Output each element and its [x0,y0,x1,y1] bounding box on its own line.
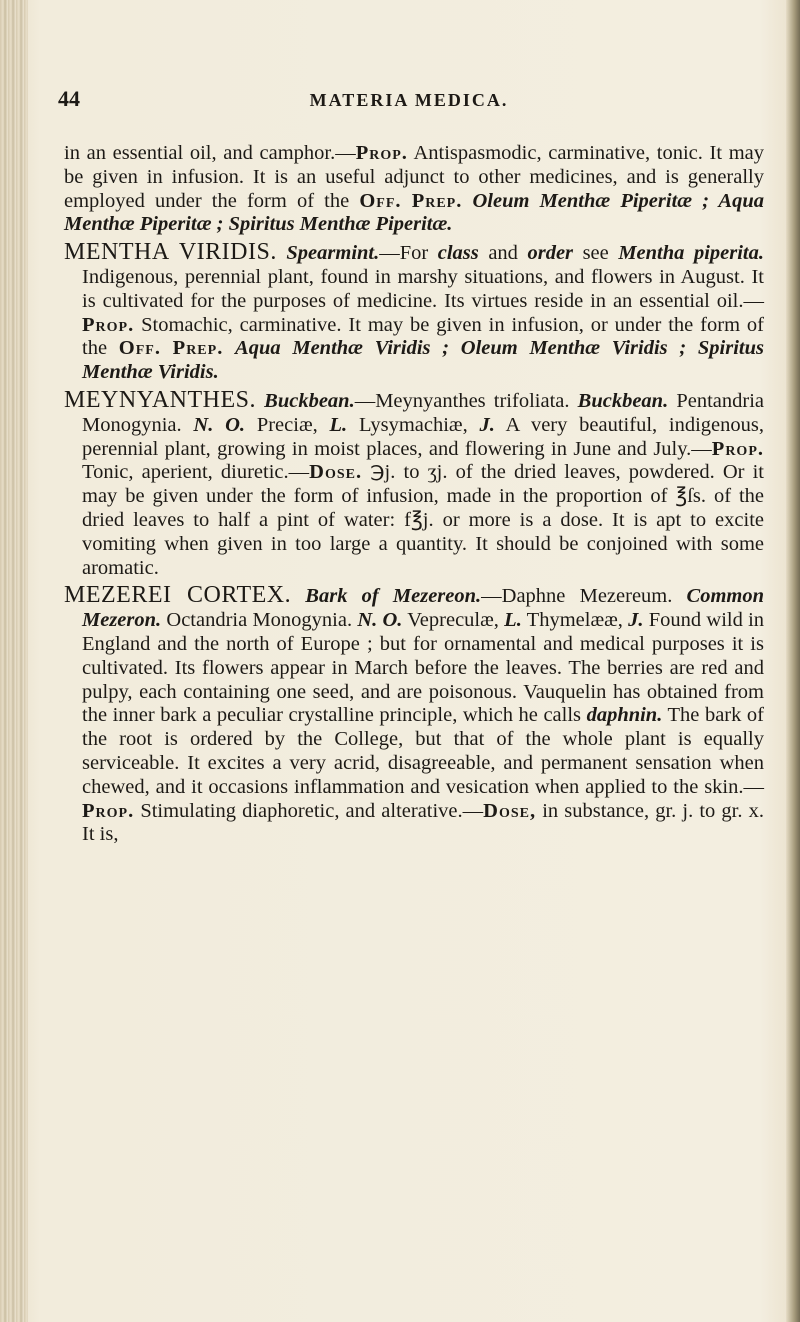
text-run: Thymelææ, [521,609,629,632]
prep-label: Prep. [172,337,224,360]
prop-label: Prop. [355,142,408,164]
italic-term: class [437,242,479,265]
text-run [256,390,264,412]
common-name-italic: Spearmint. [286,242,380,265]
entry-mentha-viridis [64,241,764,385]
paragraph-continuation [64,142,764,237]
preparations-italic: Oleum Menthæ Piperitæ ; Aqua Menthæ Piperitæ ; Spiritus Menthæ Piperitæ. [64,189,764,236]
entry-mezerei-cortex [64,584,764,847]
page-number: 44 [58,86,80,111]
text-run [223,337,235,359]
text-run: see [573,242,619,265]
page-header [58,86,760,112]
text-run: Pentandria Monogynia. [82,389,765,436]
text-run: Stimulating diaphoretic, and alterative.— [134,799,484,822]
text-run: Tonic, aperient, diuretic.— [82,461,310,484]
prop-label: Prop. [82,799,135,822]
text-run: and [478,242,528,265]
entry-heading: MEZEREI CORTEX. [64,582,292,609]
body-text [64,142,764,851]
italic-term: order [527,242,574,265]
common-name-italic: Bark of Mezereon. [305,585,482,608]
text-run: in substance, gr. j. to gr. x. It is, [82,799,764,846]
text-run: —Meynyanthes trifoliata. [354,389,578,412]
italic-term: daphnin. [586,704,663,727]
text-run [291,585,305,607]
prop-label: Prop. [711,437,764,460]
text-run: Preciæ, [245,413,330,436]
text-run: The bark of the root is ordered by the College, but that of the whole plant is equally serviceable. It excites a very acrid, disagreeable, and permanent sensation when chewed, and it occasions inflammation and vesication when applied to the skin.— [82,704,764,798]
text-run: ℈j. to ʒj. of the dried leaves, powdered. Or it may be given under the form of infusion, made in the proportion of ℥ſs. of the dried leaves to half a pint of water: f℥j. or more is a dose. It is apt to excite vomiting when given in too large a quantity. It should be conjoined with some aromatic. [82,461,764,579]
common-name-italic: Common Mezeron. [82,585,765,632]
italic-term: L. [329,413,348,436]
text-run [161,337,173,359]
text-run: Lysymachiæ, [347,413,480,436]
off-label: Off. [118,337,161,360]
text-run: —Daphne Mezereum. [481,585,687,608]
italic-term: J. [628,609,644,632]
preparations-italic: Aqua Menthæ Viridis ; Oleum Menthæ Viridis ; Spiritus Menthæ Viridis. [82,337,764,384]
italic-term: N. O. [357,609,403,632]
text-run: A very beautiful, indigenous, perennial plant, growing in moist places, and flowering in June and July.— [82,413,765,460]
prep-label: Prep. [411,189,463,212]
text-run: Indigenous, perennial plant, found in marshy situations, and flowers in August. It is cultivated for the purposes of medicine. Its virtues reside in an essential oil.— [82,265,764,312]
text-run: Vepreculæ, [402,609,505,632]
prop-label: Prop. [82,313,135,336]
running-title: MATERIA MEDICA. [309,90,509,110]
entry-meynyanthes [64,386,765,580]
off-label: Off. [359,189,402,212]
text-run: —For [379,242,438,265]
dose-label: Dose, [483,799,537,822]
text-run [402,190,412,212]
entry-heading: MEYNYANTHES. [64,386,256,413]
cross-reference-italic: Mentha piperita. [618,242,764,265]
text-run [462,190,472,212]
italic-term: N. O. [193,413,246,436]
italic-term: J. [479,413,495,436]
text-run: Stomachic, carminative. It may be given in infusion, or under the form of the [82,313,764,360]
text-run: in an essential oil, and camphor.— [64,142,356,164]
text-run [277,242,287,264]
text-run: Octandria Monogynia. [161,609,358,632]
page-gutter-edge [0,0,28,1322]
dose-label: Dose. [309,461,363,484]
common-name-italic: Buckbean. [577,389,669,412]
page-fore-edge [786,0,800,1322]
text-run: Found wild in England and the north of Europe ; but for ornamental and medical purposes it is cultivated. Its flowers appear in March before the leaves. The berries are red and pulpy, each containing one seed, and are poisonous. Vauquelin has obtained from the inner bark a peculiar crystalline principle, which he calls [82,609,765,727]
entry-heading: MENTHA VIRIDIS. [64,239,277,266]
italic-term: L. [504,609,522,632]
text-run: Antispasmodic, carminative, tonic. It may be given in infusion. It is an useful adjunct to other medicines, and is generally employed under the form of the [64,142,764,212]
common-name-italic: Buckbean. [264,389,355,412]
